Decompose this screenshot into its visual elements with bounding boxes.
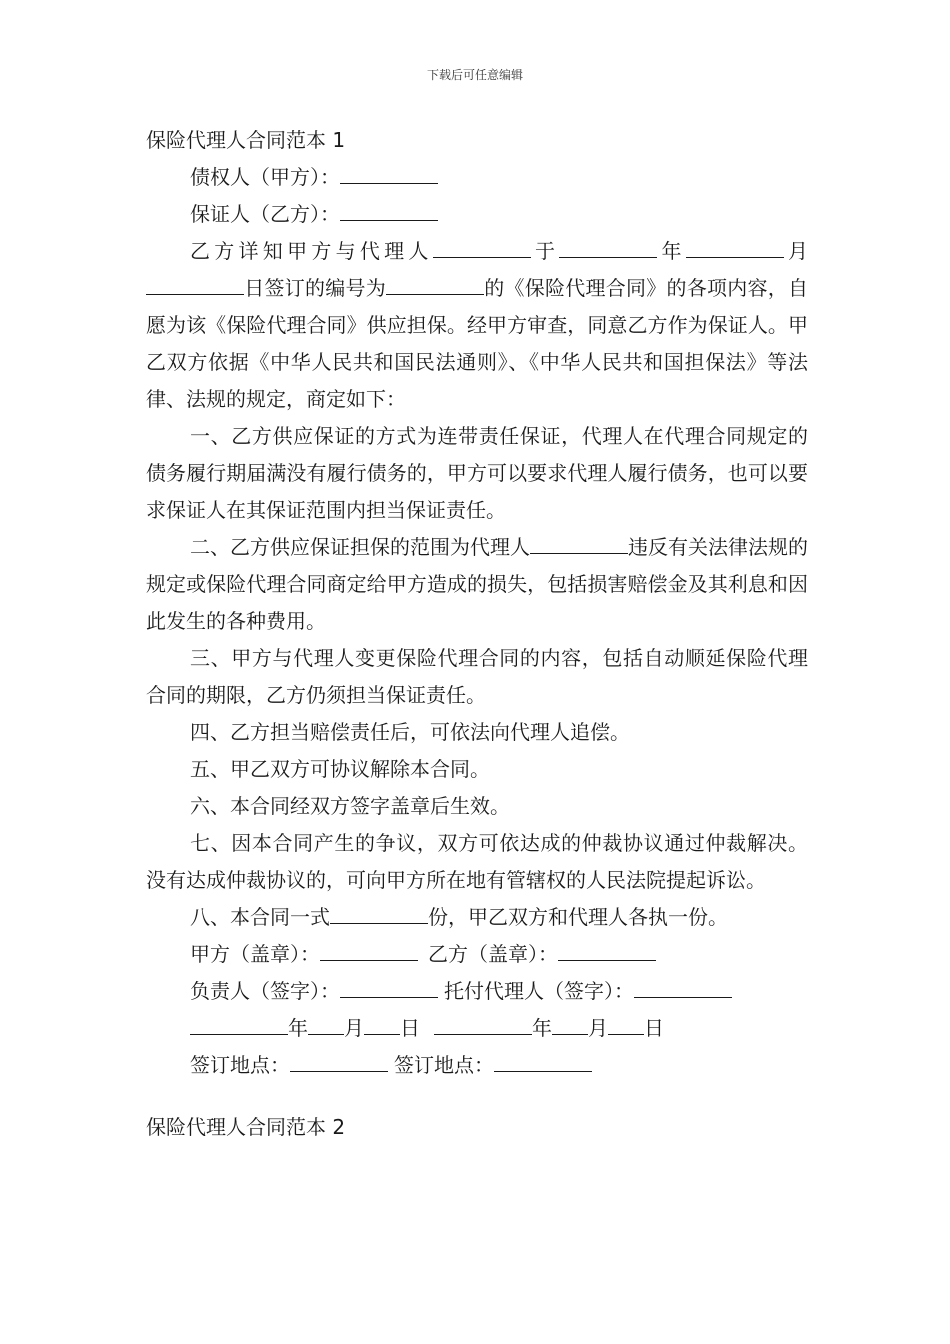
date-line: [146, 1010, 808, 1047]
place-line: [146, 1047, 808, 1084]
creditor-blank[interactable]: [340, 164, 438, 184]
party-a-seal-blank[interactable]: [320, 941, 418, 961]
date-b-day-label: 日: [644, 1016, 664, 1040]
responsible-sign-label: 负责人（签字）：: [190, 979, 340, 1003]
intro-text-5: 日签订的编号为: [244, 276, 386, 300]
guarantor-label: 保证人（乙方）：: [190, 202, 340, 226]
clause-3: 三、甲方与代理人变更保险代理合同的内容，包括自动顺延保险代理合同的期限，乙方仍须担当保证责任。: [146, 646, 808, 707]
sign-month-blank[interactable]: [686, 238, 784, 258]
clause-1: 一、乙方供应保证的方式为连带责任保证，代理人在代理合同规定的债务履行期届满没有履行债务的，甲方可以要求代理人履行债务，也可以要求保证人在其保证范围内担当保证责任。: [146, 424, 808, 522]
creditor-line: [146, 159, 808, 196]
sign-year-blank[interactable]: [559, 238, 657, 258]
intro-paragraph: [146, 233, 808, 418]
date-a-day-label: 日: [400, 1016, 420, 1040]
document-body: [146, 122, 808, 1146]
date-b-month-blank[interactable]: [552, 1015, 588, 1035]
place-a-blank[interactable]: [290, 1052, 388, 1072]
signature-line: [146, 973, 808, 1010]
clause-8: [146, 899, 808, 936]
contract-1-title: 保险代理人合同范本 1: [146, 128, 346, 152]
party-b-seal-blank[interactable]: [558, 941, 656, 961]
date-b-day-blank[interactable]: [608, 1015, 644, 1035]
agent-sign-blank[interactable]: [634, 978, 732, 998]
place-a-label: 签订地点：: [190, 1053, 290, 1077]
agent-sign-label: 托付代理人（签字）：: [444, 979, 634, 1003]
clause-8-text-b: 份，甲乙双方和代理人各执一份。: [428, 905, 728, 929]
date-a-day-blank[interactable]: [364, 1015, 400, 1035]
clause-7: 七、因本合同产生的争议，双方可依达成的仲裁协议通过仲裁解决。没有达成仲裁协议的，可向甲方所在地有管辖权的人民法院提起诉讼。: [146, 831, 808, 892]
intro-text-6: 的《保险代理合同》的各项内容，自愿为该《保险代理合同》供应担保。经甲方审查，同意乙方作为保证人。甲乙双方依据《中华人民共和国民法通则》、《中华人民共和国担保法》等法律、法规的规定，商定如下：: [146, 276, 808, 411]
intro-text-4: 月: [783, 239, 809, 263]
copies-blank[interactable]: [330, 904, 428, 924]
date-b-year-blank[interactable]: [434, 1015, 532, 1035]
party-a-seal-label: 甲方（盖章）：: [190, 942, 320, 966]
agent-name-blank[interactable]: [433, 238, 531, 258]
date-b-month-label: 月: [588, 1016, 608, 1040]
date-a-year-label: 年: [288, 1016, 308, 1040]
guarantor-line: [146, 196, 808, 233]
responsible-sign-blank[interactable]: [340, 978, 438, 998]
date-b-year-label: 年: [532, 1016, 552, 1040]
creditor-label: 债权人（甲方）：: [190, 165, 340, 189]
contract-2-title: 保险代理人合同范本 2: [146, 1115, 346, 1139]
clause-2-text-a: 二、乙方供应保证担保的范围为代理人: [190, 535, 530, 559]
clause-5: 五、甲乙双方可协议解除本合同。: [190, 757, 490, 781]
clause-2-text-b: 违反有关法律法规的规定或保险代理合同商定给甲方造成的损失，包括损害赔偿金及其利息和因此发生的各种费用。: [146, 535, 808, 633]
date-a-year-blank[interactable]: [190, 1015, 288, 1035]
clause-2: [146, 529, 808, 640]
seal-line: [146, 936, 808, 973]
date-a-month-label: 月: [344, 1016, 364, 1040]
guarantor-blank[interactable]: [340, 201, 438, 221]
clause-8-text-a: 八、本合同一式: [190, 905, 330, 929]
intro-text-3: 年: [657, 239, 686, 263]
contract-number-blank[interactable]: [386, 275, 484, 295]
date-a-month-blank[interactable]: [308, 1015, 344, 1035]
clause-6: 六、本合同经双方签字盖章后生效。: [190, 794, 510, 818]
page-header: 下载后可任意编辑: [426, 68, 523, 82]
place-b-blank[interactable]: [494, 1052, 592, 1072]
intro-text-1: 乙方详知甲方与代理人: [190, 239, 433, 263]
clause-2-agent-blank[interactable]: [530, 534, 628, 554]
clause-4: 四、乙方担当赔偿责任后，可依法向代理人追偿。: [190, 720, 630, 744]
party-b-seal-label: 乙方（盖章）：: [428, 942, 558, 966]
sign-day-blank[interactable]: [146, 275, 244, 295]
intro-text-2: 于: [530, 239, 560, 263]
place-b-label: 签订地点：: [394, 1053, 494, 1077]
